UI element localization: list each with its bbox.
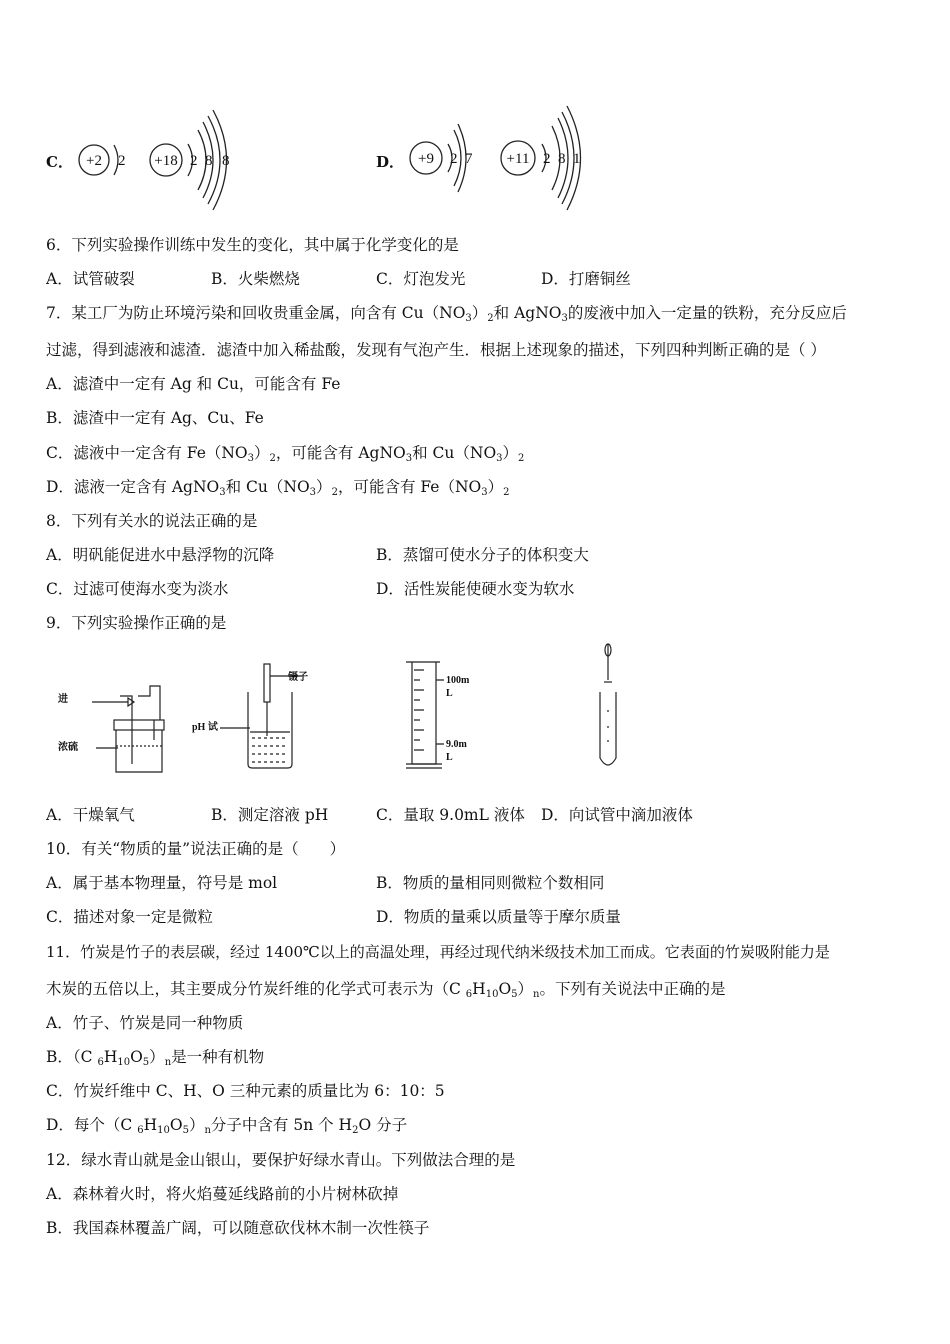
d-atom1-shell1: 2 [450, 151, 458, 167]
q6-option-b: B．火柴燃烧 [211, 270, 300, 288]
q7-stem-line1: 7．某工厂为防止环境污染和回收贵重金属，向含有 $Cu(NO_3)_2$和 AgNO$_3$的废液中加入一定量的铁粉，充分反应后 [46, 304, 847, 324]
d-atom2-shell2: 8 [558, 151, 566, 167]
q9-option-c: C．量取 9.0mL 液体 [376, 806, 525, 824]
atom-structure-diagrams [70, 100, 600, 220]
q12-option-a: A．森林着火时，将火焰蔓延线路前的小片树林砍掉 [46, 1185, 399, 1203]
q9-option-a: A．干燥氧气 [46, 806, 135, 824]
q11-option-d: D．每个（C $_6H_{10}O_5)_n$分子中含有 5n 个 $H_2O$ 分子 [46, 1116, 408, 1136]
fig-a-acid-label: 浓硫 [58, 742, 78, 753]
q12-stem: 12．绿水青山就是金山银山，要保护好绿水青山。下列做法合理的是 [46, 1151, 516, 1169]
fig-b-ph-label: pH 试 [192, 722, 218, 733]
fig-c-9ml-label-a: 9.0m [446, 739, 467, 750]
q7-option-a: A．滤渣中一定有 Ag 和 Cu，可能含有 Fe [46, 375, 341, 393]
q8-option-c: C．过滤可使海水变为淡水 [46, 580, 229, 598]
q8-option-a: A．明矾能促进水中悬浮物的沉降 [46, 546, 275, 564]
d-atom2-shell1: 2 [543, 151, 551, 167]
q8-option-d: D．活性炭能使硬水变为软水 [376, 580, 575, 598]
q7-option-d: D．滤液一定含有 AgNO$_3$和 $Cu(NO_3)_2$，可能含有 $Fe(NO_3)_2$ [46, 478, 510, 498]
c-atom2-shell3: 8 [222, 153, 230, 169]
c-atom2-shell2: 8 [205, 153, 213, 169]
fig-c-9ml-label-b: L [446, 752, 453, 763]
c-atom2-shell1: 2 [190, 153, 198, 169]
c-atom2-nucleus: +18 [154, 153, 178, 169]
d-atom2-nucleus: +11 [506, 151, 530, 167]
c-atom1-nucleus: +2 [86, 153, 102, 169]
q9-option-b: B．测定溶液 pH [211, 806, 329, 824]
q10-option-b: B．物质的量相同则微粒个数相同 [376, 874, 605, 892]
q8-option-b: B．蒸馏可使水分子的体积变大 [376, 546, 589, 564]
q6-option-c: C．灯泡发光 [376, 270, 466, 288]
c-atom1-shell1: 2 [118, 153, 126, 169]
q12-option-b: B．我国森林覆盖广阔，可以随意砍伐林木制一次性筷子 [46, 1219, 430, 1237]
d-atom2-shell3: 1 [573, 151, 581, 167]
q9-experiment-figures [50, 640, 650, 780]
fig-c-100ml-label-a: 100m [446, 675, 470, 686]
d-atom1-shell2: 7 [465, 151, 473, 167]
q11-option-b: B．（C $_6H_{10}O_5)_n$是一种有机物 [46, 1048, 265, 1068]
q7-option-c: C．滤液中一定含有 $Fe(NO_3)_2$，可能含有 AgNO$_3$和 $Cu(NO_3)_2$ [46, 444, 525, 464]
option-d-label: D． [376, 153, 405, 171]
q6-stem: 6．下列实验操作训练中发生的变化，其中属于化学变化的是 [46, 236, 459, 254]
q7-stem-line2: 过滤，得到滤液和滤渣．滤渣中加入稀盐酸，发现有气泡产生．根据上述现象的描述，下列四种判断正确的是（ ） [46, 341, 826, 359]
q11-option-c: C．竹炭纤维中 C、H、O 三种元素的质量比为 6：10：5 [46, 1082, 445, 1100]
q8-stem: 8．下列有关水的说法正确的是 [46, 512, 258, 530]
q10-option-d: D．物质的量乘以质量等于摩尔质量 [376, 908, 621, 926]
d-atom1-nucleus: +9 [418, 151, 434, 167]
q10-option-c: C．描述对象一定是微粒 [46, 908, 213, 926]
q11-stem-line2: 木炭的五倍以上，其主要成分竹炭纤维的化学式可表示为（C $_6H_{10}O_5)_n$。下列有关说法中正确的是 [46, 980, 726, 1000]
fig-a-inlet-label: 进 [58, 694, 68, 705]
fig-b-tweezers-label: 镊子 [288, 672, 308, 683]
fig-c-100ml-label-b: L [446, 688, 453, 699]
q9-stem: 9．下列实验操作正确的是 [46, 614, 227, 632]
q11-option-a: A．竹子、竹炭是同一种物质 [46, 1014, 244, 1032]
q10-stem: 10．有关“物质的量”说法正确的是（ ） [46, 840, 346, 858]
q9-option-d: D．向试管中滴加液体 [541, 806, 693, 824]
q6-option-d: D．打磨铜丝 [541, 270, 631, 288]
option-c-label: C． [46, 153, 73, 171]
q11-stem-line1: 11．竹炭是竹子的表层碳，经过 1400℃以上的高温处理，再经过现代纳米级技术加工而成。它表面的竹炭吸附能力是 [46, 943, 830, 961]
q7-option-b: B．滤渣中一定有 Ag、Cu、Fe [46, 409, 264, 427]
q6-option-a: A．试管破裂 [46, 270, 135, 288]
q10-option-a: A．属于基本物理量，符号是 mol [46, 874, 278, 892]
